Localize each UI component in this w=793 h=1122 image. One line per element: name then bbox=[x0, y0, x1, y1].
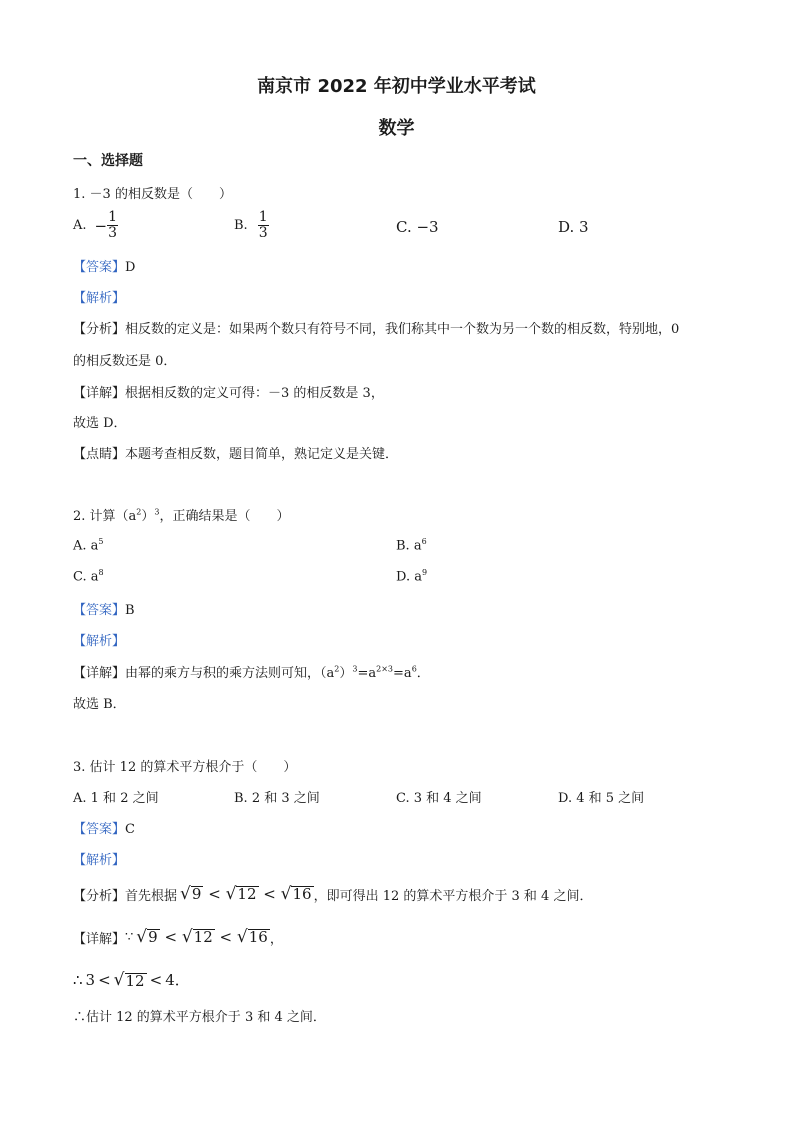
q2-option-b bbox=[396, 537, 427, 553]
page-subtitle: 数学 bbox=[378, 118, 415, 139]
q2-stem-pre: 2. 计算（a bbox=[73, 509, 137, 524]
q3-xiangjie bbox=[73, 927, 283, 947]
section-heading: 一、选择题 bbox=[73, 153, 143, 169]
q2-option-d bbox=[396, 568, 427, 584]
page-title: 南京市 2022 年初中学业水平考试 bbox=[257, 76, 536, 97]
less-than: < bbox=[208, 885, 221, 903]
q2-xiangjie-mid1: ） bbox=[339, 666, 353, 681]
q1-option-a bbox=[73, 210, 118, 241]
q1-option-a-sign: − bbox=[94, 216, 108, 235]
less-than: < bbox=[98, 970, 111, 989]
q2-xiangjie-exp3: 2×3 bbox=[376, 664, 394, 674]
q2-analysis-tag: 【解析】 bbox=[73, 634, 126, 649]
q3-analysis-tag: 【解析】 bbox=[73, 853, 126, 868]
q2-option-d-exp: 9 bbox=[421, 568, 428, 577]
sqrt-12: 12 bbox=[237, 885, 257, 903]
q3-stem: 3. 估计 12 的算术平方根介于（ ） bbox=[73, 760, 297, 775]
sqrt-9: 9 bbox=[148, 928, 158, 946]
q2-conclusion: 故选 B． bbox=[73, 697, 126, 712]
xiangjie-tag: 【详解】 bbox=[73, 666, 126, 681]
q1-xiangjie-text: 根据相反数的定义可得：－3 的相反数是 3， bbox=[125, 386, 384, 401]
q2-xiangjie-exp1: 2 bbox=[334, 664, 340, 674]
value-4: 4 bbox=[165, 970, 175, 989]
fenxi-tag: 【分析】 bbox=[73, 888, 126, 904]
value-3: 3 bbox=[85, 970, 96, 989]
q1-option-a-fraction bbox=[107, 210, 118, 241]
q2-option-c-base: C. a bbox=[73, 569, 99, 585]
q2-option-c-exp: 8 bbox=[98, 568, 104, 577]
q2-option-a bbox=[73, 537, 104, 553]
q2-stem-post: ，正确结果是（ ） bbox=[159, 509, 290, 524]
answer-tag: 【答案】 bbox=[73, 822, 126, 837]
q1-option-b-numerator: 1 bbox=[258, 209, 268, 225]
q1-fenxi bbox=[73, 318, 679, 337]
q1-option-b-fraction bbox=[258, 210, 269, 241]
q1-fenxi-line1: 相反数的定义是：如果两个数只有符号不同，我们称其中一个数为另一个数的相反数，特别地，0 bbox=[125, 322, 680, 337]
sqrt-12: 12 bbox=[193, 928, 213, 946]
q2-option-a-exp: 5 bbox=[98, 537, 104, 546]
therefore-symbol: ∴ bbox=[73, 970, 83, 989]
q2-stem bbox=[73, 505, 290, 524]
q1-conclusion: 故选 D． bbox=[73, 416, 127, 431]
q3-answer bbox=[73, 818, 135, 837]
q2-xiangjie-end: ． bbox=[416, 666, 430, 681]
xiangjie-tag: 【详解】 bbox=[73, 386, 126, 401]
dianjing-tag: 【点睛】 bbox=[73, 447, 126, 462]
q2-answer bbox=[73, 599, 135, 618]
q2-option-a-base: A. a bbox=[73, 538, 99, 554]
sqrt-16: 16 bbox=[248, 928, 268, 946]
sqrt-16: 16 bbox=[292, 885, 312, 903]
q3-fenxi-pre: 首先根据 bbox=[125, 888, 178, 904]
q1-option-a-numerator: 1 bbox=[108, 209, 118, 225]
q3-fenxi-inequality: √9 < √12 < √16 bbox=[180, 884, 312, 904]
q3-xiangjie-inequality: √9 < √12 < √16 bbox=[136, 927, 268, 947]
q2-answer-value: B bbox=[125, 603, 135, 618]
period: ． bbox=[174, 971, 190, 989]
sqrt-12: 12 bbox=[125, 971, 145, 990]
q1-fenxi-line2: 的相反数还是 0． bbox=[73, 354, 177, 369]
less-than: < bbox=[149, 970, 163, 989]
q2-option-d-base: D. a bbox=[396, 569, 422, 585]
q1-option-a-denominator: 3 bbox=[108, 225, 118, 241]
q3-fenxi-post: ，即可得出 12 的算术平方根介于 3 和 4 之间． bbox=[313, 888, 593, 904]
comma: ， bbox=[269, 931, 283, 947]
q1-answer-value: D bbox=[125, 260, 136, 275]
xiangjie-tag: 【详解】 bbox=[73, 931, 126, 947]
q2-xiangjie-pre: 由幂的乘方与积的乘方法则可知，（a bbox=[125, 666, 335, 681]
q2-xiangjie-mid3: =a bbox=[393, 666, 412, 681]
q3-conclusion: ∴估计 12 的算术平方根介于 3 和 4 之间． bbox=[73, 1010, 326, 1025]
sqrt-9: 9 bbox=[191, 885, 202, 903]
q3-option-a: A. 1 和 2 之间 bbox=[73, 791, 159, 806]
q1-option-d: D. 3 bbox=[558, 218, 589, 236]
q1-xiangjie bbox=[73, 382, 384, 401]
q1-analysis-tag: 【解析】 bbox=[73, 291, 126, 306]
q1-stem: 1. －3 的相反数是（ ） bbox=[73, 187, 232, 202]
q1-option-b-label: B. bbox=[234, 218, 248, 233]
q1-option-c: C. −3 bbox=[396, 218, 439, 236]
q3-answer-value: C bbox=[125, 822, 135, 837]
q1-option-a-label: A. bbox=[73, 218, 87, 233]
q2-stem-exp1: 2 bbox=[136, 507, 142, 517]
q1-option-b bbox=[234, 210, 269, 241]
because-symbol: ∵ bbox=[125, 929, 134, 945]
q1-dianjing bbox=[73, 443, 398, 462]
less-than: < bbox=[164, 928, 178, 946]
q3-fenxi bbox=[73, 884, 592, 904]
q2-option-c bbox=[73, 568, 104, 584]
q3-therefore-line: ∴ 3 < √ 12 < 4 ． bbox=[73, 969, 190, 990]
q1-answer bbox=[73, 256, 135, 275]
less-than: < bbox=[219, 928, 233, 946]
q3-option-c: C. 3 和 4 之间 bbox=[396, 791, 482, 806]
q2-xiangjie bbox=[73, 662, 430, 681]
q2-option-b-exp: 6 bbox=[421, 537, 427, 546]
q3-option-b: B. 2 和 3 之间 bbox=[234, 791, 320, 806]
q2-stem-mid: ） bbox=[141, 509, 155, 524]
answer-tag: 【答案】 bbox=[73, 603, 126, 618]
fenxi-tag: 【分析】 bbox=[73, 322, 126, 337]
q2-xiangjie-exp4: 6 bbox=[411, 664, 417, 674]
q2-xiangjie-mid2: =a bbox=[357, 666, 377, 681]
less-than: < bbox=[263, 885, 276, 903]
q1-dianjing-text: 本题考查相反数，题目简单，熟记定义是关键． bbox=[125, 447, 399, 462]
q2-stem-exp2: 3 bbox=[154, 507, 160, 517]
q2-option-b-base: B. a bbox=[396, 538, 422, 554]
answer-tag: 【答案】 bbox=[73, 260, 126, 275]
q1-option-b-denominator: 3 bbox=[258, 225, 268, 241]
q3-option-d: D. 4 和 5 之间 bbox=[558, 791, 645, 806]
q2-xiangjie-exp2: 3 bbox=[352, 664, 358, 674]
